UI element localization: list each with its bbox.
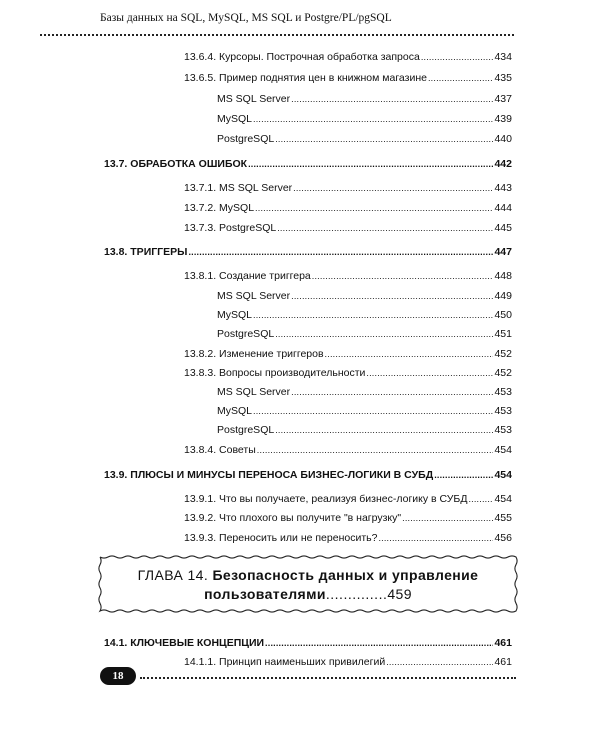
toc-entry-page: 453 (494, 386, 512, 398)
toc-entry (184, 179, 512, 195)
toc-entry-page: 442 (494, 158, 512, 170)
toc-entry-title: 13.8.1. Создание триггера (184, 270, 311, 282)
toc-entry-title: MS SQL Server (217, 290, 291, 302)
toc-leader-dots (293, 181, 493, 195)
toc-entry (217, 287, 512, 303)
chapter-page-number: 459 (387, 586, 412, 602)
toc-entry-title: 13.7. ОБРАБОТКА ОШИБОК (104, 158, 248, 170)
toc-entry-page: 443 (494, 182, 512, 194)
toc-entry-title: 14.1. КЛЮЧЕВЫЕ КОНЦЕПЦИИ (104, 637, 265, 649)
toc-entry-page: 448 (494, 270, 512, 282)
wavy-border-frame (96, 553, 520, 615)
chapter-14-banner (96, 553, 520, 615)
toc-leader-dots (257, 443, 494, 457)
running-header: Базы данных на SQL, MySQL, MS SQL и Postgre/PL/pgSQL (100, 12, 392, 24)
toc-entry-title: MySQL (217, 405, 253, 417)
toc-section-entry (104, 155, 512, 171)
chapter-title-part1: Безопасность данных и управление (212, 567, 479, 583)
toc-leader-dots (312, 269, 494, 283)
toc-entry-title: PostgreSQL (217, 424, 275, 436)
toc-entry-title: 13.9.2. Что плохого вы получите "в нагрузку" (184, 512, 402, 524)
toc-entry (184, 267, 512, 283)
toc-entry-title: 13.6.5. Пример поднятия цен в книжном магазине (184, 72, 427, 84)
toc-entry (184, 364, 512, 380)
toc-entry (217, 325, 512, 341)
toc-leader-dots (378, 531, 493, 545)
chapter-title-part2: пользователями (204, 586, 326, 602)
toc-entry-page: 450 (494, 309, 512, 321)
toc-entry (184, 48, 512, 64)
toc-entry-title: MySQL (217, 113, 253, 125)
toc-entry-page: 453 (494, 405, 512, 417)
toc-leader-dots (402, 511, 493, 525)
toc-entry-page: 440 (494, 133, 512, 145)
toc-leader-dots (253, 112, 493, 126)
toc-entry-page: 439 (494, 113, 512, 125)
toc-entry (184, 345, 512, 361)
toc-leader-dots (325, 347, 494, 361)
toc-leader-dots (265, 636, 493, 650)
toc-entry (184, 509, 512, 525)
toc-entry (184, 441, 512, 457)
toc-leader-dots (248, 157, 493, 171)
toc-entry-title: PostgreSQL (217, 328, 275, 340)
toc-entry-page: 456 (494, 532, 512, 544)
toc-entry-page: 445 (494, 222, 512, 234)
toc-leader-dots (386, 655, 493, 669)
toc-entry (217, 383, 512, 399)
chapter-prefix: ГЛАВА 14. (137, 567, 209, 583)
toc-entry-title: 13.8.4. Советы (184, 444, 256, 456)
toc-entry-page: 444 (494, 202, 512, 214)
toc-entry-page: 452 (494, 367, 512, 379)
toc-entry (217, 306, 512, 322)
toc-leader-dots (255, 201, 493, 215)
toc-entry (184, 199, 512, 215)
toc-leader-dots (428, 71, 493, 85)
toc-leader-dots (291, 385, 493, 399)
toc-entry (217, 90, 512, 106)
toc-entry-title: 13.9.1. Что вы получаете, реализуя бизнес-логику в СУБД (184, 493, 468, 505)
toc-entry (184, 490, 512, 506)
toc-entry-title: 13.8.2. Изменение триггеров (184, 348, 324, 360)
toc-entry-page: 461 (494, 637, 512, 649)
toc-leader-dots (291, 92, 493, 106)
toc-entry-title: 13.9.3. Переносить или не переносить? (184, 532, 378, 544)
toc-entry (217, 402, 512, 418)
toc-entry-page: 434 (494, 51, 512, 63)
toc-entry-page: 455 (494, 512, 512, 524)
toc-entry-title: MySQL (217, 309, 253, 321)
toc-entry (184, 653, 512, 669)
toc-leader-dots (434, 468, 493, 482)
toc-entry (217, 110, 512, 126)
toc-entry (184, 69, 512, 85)
toc-leader-dots (275, 132, 493, 146)
footer-dotted-rule (140, 677, 516, 679)
toc-entry (184, 219, 512, 235)
toc-leader-dots (291, 289, 493, 303)
chapter-leader-dots: .............. (325, 586, 388, 602)
toc-leader-dots (253, 308, 493, 322)
toc-entry-page: 454 (494, 493, 512, 505)
toc-leader-dots (421, 50, 494, 64)
toc-entry-title: PostgreSQL (217, 133, 275, 145)
toc-entry-title: MS SQL Server (217, 93, 291, 105)
toc-section-entry (104, 466, 512, 482)
toc-entry-page: 449 (494, 290, 512, 302)
toc-entry-page: 453 (494, 424, 512, 436)
toc-leader-dots (275, 423, 493, 437)
header-dotted-rule (40, 34, 514, 36)
toc-entry-page: 452 (494, 348, 512, 360)
toc-entry (217, 130, 512, 146)
toc-leader-dots (188, 245, 493, 259)
toc-entry-page: 435 (494, 72, 512, 84)
toc-entry-title: 13.8. ТРИГГЕРЫ (104, 246, 188, 258)
toc-entry-title: 13.7.2. MySQL (184, 202, 255, 214)
toc-entry (184, 529, 512, 545)
toc-leader-dots (277, 221, 493, 235)
toc-entry-title: 14.1.1. Принцип наименьших привилегий (184, 656, 386, 668)
toc-entry-page: 454 (494, 444, 512, 456)
toc-entry-title: 13.7.1. MS SQL Server (184, 182, 293, 194)
toc-leader-dots (275, 327, 493, 341)
page-number-badge: 18 (100, 667, 136, 685)
toc-entry-title: 13.7.3. PostgreSQL (184, 222, 277, 234)
toc-entry-title: 13.9. ПЛЮСЫ И МИНУСЫ ПЕРЕНОСА БИЗНЕС-ЛОГИКИ В СУБД (104, 469, 434, 481)
toc-entry (217, 421, 512, 437)
toc-entry-page: 447 (494, 246, 512, 258)
toc-entry-title: 13.6.4. Курсоры. Построчная обработка запроса (184, 51, 420, 63)
toc-entry-page: 454 (494, 469, 512, 481)
toc-leader-dots (253, 404, 493, 418)
toc-leader-dots (468, 492, 493, 506)
toc-entry-title: MS SQL Server (217, 386, 291, 398)
toc-entry-page: 461 (494, 656, 512, 668)
toc-section-entry (104, 634, 512, 650)
toc-leader-dots (366, 366, 493, 380)
toc-entry-title: 13.8.3. Вопросы производительности (184, 367, 366, 379)
toc-entry-page: 451 (494, 328, 512, 340)
toc-section-entry (104, 243, 512, 259)
toc-entry-page: 437 (494, 93, 512, 105)
